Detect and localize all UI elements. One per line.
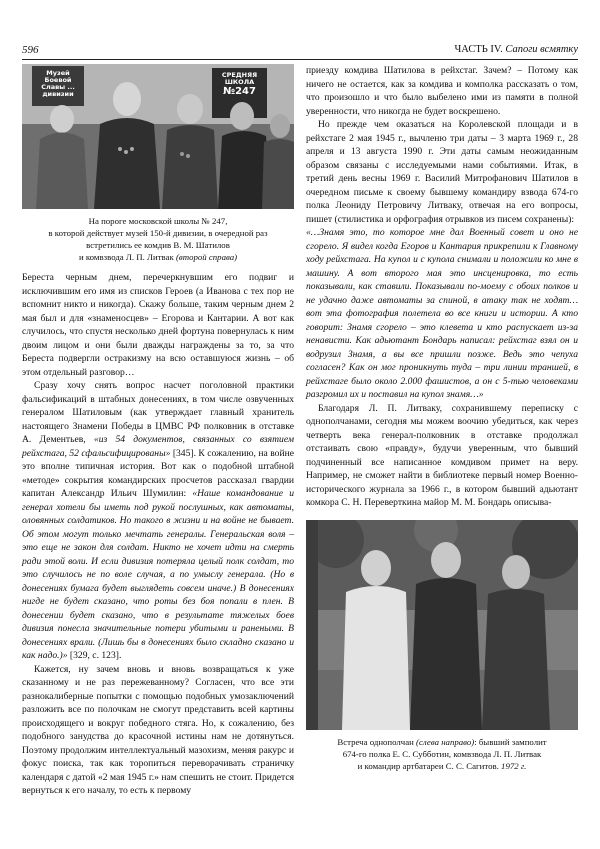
caption-photo1 — [22, 215, 294, 263]
chapter-label: ЧАСТЬ IV. — [454, 44, 503, 55]
page-number: 596 — [22, 44, 39, 56]
caption-photo2 — [306, 736, 578, 772]
caption1-line1: На пороге московской школы № 247, — [88, 216, 228, 226]
caption1-line3: встретились ее комдив В. М. Шатилов — [86, 240, 230, 250]
left-p2-mid: [345]. К сожалению, на войне это вполне типичная история. Вот как о подобной штабной «методе» сокрытия командирских просчетов рассказал гвардии капитан Александр Ильич Шумилин: — [22, 447, 295, 499]
left-p2-quote-2: «Наше командование и генерал хотели бы иметь под рукой послушных, как автоматы, оловянных солдатиков. Но такого в жизни и на войне не бывает. Об этом могут только мечтать генералы. Генеральская воля – это еще не закон для солдат. Никто не хочет идти на смерть ради этой воли. И если дивизия потеряла целый полк солдат, то это случилось не по воле случая, а по умыслу генерала. (Но в донесениях бумага будет выглядеть совсем иначе.) В донесениях нигде не будет сказано, что роты без боя попали в плен. В донесении будет сказано, что в результате тяжелых боев дивизия понесла значительные потери убитыми и ранеными. В донесениях врали. (Лишь бы в донесениях было складно сказано и как надо.)» — [22, 488, 294, 661]
caption2-line3 — [306, 760, 578, 772]
left-p2-end: [329, с. 123]. — [67, 650, 122, 661]
caption2-line2: 674-го полка Е. С. Субботин, комвзвода Л. П. Литвак — [342, 748, 542, 759]
right-paragraph-2: Но прежде чем оказаться на Королевской площади и в рейхстаге 2 мая 1945 г., вычленю три даты – 3 марта 1969 г., 28 апреля и 13 августа 1990 г. Эти даты самым неожиданным образом связаны с исследуемыми нами событиями. Итак, в третий день весны 1969 г. Василий Митрофанович Шатилов в очередном письме к своему бывшему командиру взвода 674-го полка Леониду Петровичу Литваку, отвечая на его вопросы, пишет (стилистика и орфография отрывков из писем сохранены): — [306, 119, 578, 225]
right-paragraph-3-quote: «…Знамя это, то которое мне дал Военный совет и оно не сгорело. Я видел когда Егоров и Кантария прикрепили к Главному ходу рейхстага. На купол и с купола снимали и положили ко мне в машину. А вот второго мая это инсценировка, то есть показывали, как ставили. Показывали по-моему с обоих полков и не удачно даже автоматы за спиной, в атаку так не ходят… вот эта фотография полетела во все книги и истории. А кто говорит: Знамя сгорело – это клевета и кто распускает из-за ненависти. Как адьютант Бондарь написал: рейхстаг взял он и водрузил Знамя, а вы все пришли позже. Ведь это чепуха согласен? Как он мог проникнуть туда – три линии траншей, в рейхстаге было около 2.000 фашистов, а он с 5-mью человеками разгромил их и поставил на купол знамя…» — [306, 227, 578, 400]
left-paragraph-2 — [22, 379, 294, 663]
right-column — [306, 64, 578, 780]
caption2-line3-italic: 1972 г. — [501, 760, 527, 771]
left-paragraph-1: Береста черным днем, перечеркнувшим его подвиг и исключившим его имя из списков Героев (а Иванова с тех пор не вспомнит никто и никогда). Скажу больше, таким черным днем 2 мая был и для «знаменосцев» – Егорова и Кантарии. А вот как случилось, что спустя несколько дней фортуна повернулась к ним двоим лицом и они были дважды награждены за то, за что Береста подвергли остракизму на всю оставшуюся жизнь – об этом отдельный разговор… — [22, 272, 294, 378]
caption1-line4-italic: (второй справа) — [175, 252, 238, 262]
sign-right-line2: №247 — [223, 86, 256, 97]
right-paragraph-1: приезду комдива Шатилова в рейхстаг. Зачем? – Потому как ничего не остается, как за комдива и комполка рассказать о том, что произошло и что было выбелено ими из памяти в полной уверенности, что никогда не будет воскрешено. — [306, 65, 578, 117]
left-p2-start: Сразу хочу снять вопрос насчет поголовной практики фальсификаций в штабных донесениях, в том числе озвученных генералом Шатиловым (как утверждает главный хранитель настоящего Знамени Победы в ЦМВС РФ полковник в отставке А. Дементьев, — [22, 380, 294, 445]
chapter-title — [454, 44, 578, 55]
left-paragraph-3: Кажется, ну зачем вновь и вновь возвращаться к уже сказанному и не раз пережеванному? Согласен, что все эти разнокалиберные попытки с помощью подобных умозаключений разложить все по полочкам не смогут представить всей картины происходящего и вокруг победного стяга. Но, к сожалению, без подобного занудства до красочной истины нам не дотянуться. Поэтому продолжим интеллектуальный мазохизм, меняя ракурс и фокус поиска, так как торопиться переворачивать страничку календаря с датой «2 мая 1945 г.» нам спешить не стоит. Придется вернуться к его началу, то есть к первому — [22, 663, 294, 796]
caption2-line1-italic: (слева направо) — [416, 736, 475, 747]
caption1-line4-main: и комвзвода Л. П. Литвак — [78, 252, 176, 262]
sign-right-line1: СРЕДНЯЯ ШКОЛА — [221, 71, 258, 86]
running-header — [22, 44, 578, 60]
sign-left: Музей Боевой Славы ... дивизии — [41, 69, 75, 98]
caption1-line4 — [22, 251, 294, 263]
sign-right — [214, 72, 265, 98]
photo-school-meeting — [22, 64, 294, 209]
left-p2-quote-1: «из 54 документов, связанных со взятием рейхстага, 52 сфальсифицированы» — [22, 434, 294, 459]
photo-veterans-meeting — [306, 520, 578, 730]
photo-veterans-meeting-image — [306, 520, 578, 730]
caption2-line3-a: и командир артбатареи С. С. Сагитов. — [357, 760, 502, 771]
caption2-line1-a: Встреча однополчан — [337, 736, 417, 747]
caption2-line1 — [306, 736, 578, 748]
left-column — [22, 64, 294, 798]
caption2-line1-b: : бывший замполит — [474, 736, 547, 747]
caption1-line2: в которой действует музей 150-й дивизии, в очередной раз — [48, 228, 268, 238]
right-paragraph-4: Благодаря Л. П. Литваку, сохранившему переписку с однополчанами, сегодня мы можем воочию убедиться, как через четверть века генерал-полковник в отставке продолжал отстаивать свою «правду», будучи уверенным, что бывший подчиненный все написанное комдивом примет на веру. Например, не сможет найти в библиотеке первый номер Военно-исторического журнала за 1966 г., в котором бывший адьютант комкора С. Н. Переверткина майор М. М. Бондарь описыва- — [306, 402, 578, 508]
chapter-name: Сапоги всмятку — [505, 44, 578, 55]
